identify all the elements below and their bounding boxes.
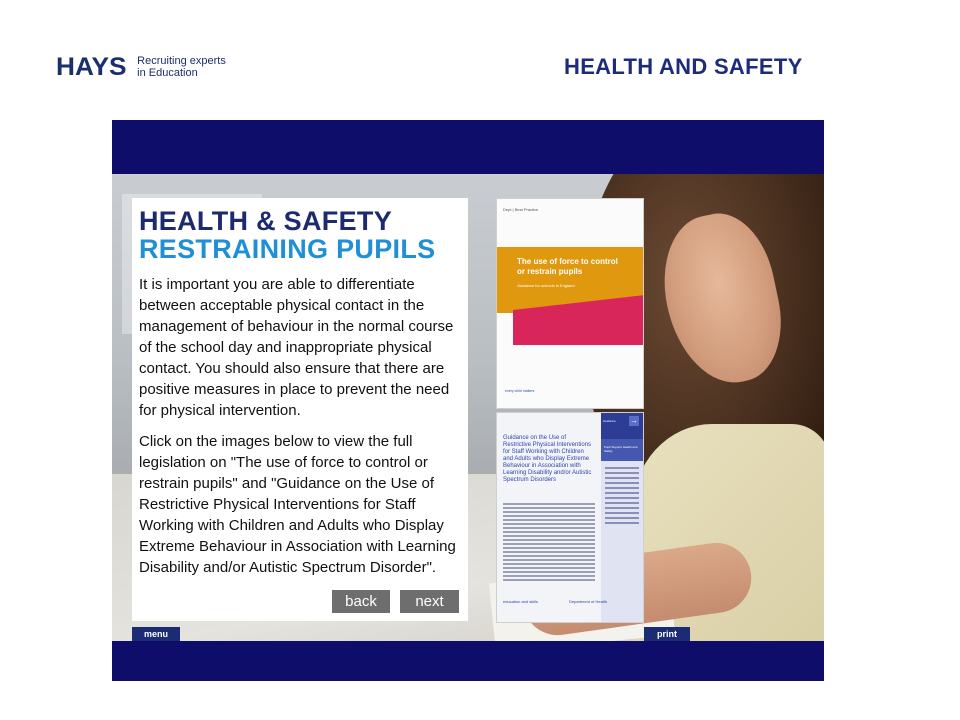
menu-button[interactable]: menu [132, 627, 180, 641]
content-panel [132, 198, 468, 621]
slide-frame [112, 120, 824, 681]
logo-word: HAYS [56, 52, 127, 81]
doc2-sidebar-lines [605, 467, 639, 527]
panel-paragraph-2: Click on the images below to view the full legislation on "The use of force to control or restrain pupils" and "Guidance on the Use of Restrictive Physical Interventions for Staff Working with Children and Adults who Display Extreme Behaviour in Association with Learning Disability and/or Autistic Spectrum Disorder". [139, 433, 456, 576]
doc2-body-lines [503, 503, 595, 583]
panel-subtitle: RESTRAINING PUPILS [139, 234, 436, 264]
document-restrictive-interventions-thumbnail[interactable] [496, 412, 644, 623]
document-use-of-force-thumbnail[interactable] [496, 198, 644, 409]
logo-tagline-line2: in Education [137, 67, 198, 79]
logo-tagline [137, 55, 226, 79]
doc2-footer-left: education and skills [503, 599, 538, 604]
doc1-footer: every child matters [505, 389, 535, 393]
panel-title: HEALTH & SAFETY [139, 206, 392, 236]
doc1-title: The use of force to control or restrain pupils [517, 257, 618, 276]
doc2-title: Guidance on the Use of Restrictive Physical Interventions for Staff Working with Children and Adults who Display Extreme Behaviour in Association with Learning Disability and/or Autistic Spectrum Disorders [503, 435, 592, 483]
next-button[interactable]: next [400, 590, 459, 613]
back-button[interactable]: back [332, 590, 390, 613]
doc1-subtitle: Guidance for schools in England [517, 283, 575, 288]
doc2-footer-right: Department of Health [569, 599, 608, 604]
background-photo [112, 174, 824, 641]
arrow-right-icon: → [630, 416, 638, 425]
doc2-side-box-text: Pupil Support Health and Safety [604, 445, 638, 453]
hays-logo [56, 52, 226, 82]
panel-paragraph-1: It is important you are able to differentiate between acceptable physical contact in the management of behaviour in the normal course of the school day and inappropriate physical contact. You should also ensure that there are positive measures in place to prevent the need for physical intervention. [139, 276, 454, 419]
doc2-side-label: Guidance [603, 419, 616, 423]
doc1-header-text: Dept | Best Practice [503, 207, 539, 212]
logo-tagline-line1: Recruiting experts [137, 55, 226, 67]
print-button[interactable]: print [644, 627, 690, 641]
page-title: HEALTH AND SAFETY [564, 54, 803, 79]
